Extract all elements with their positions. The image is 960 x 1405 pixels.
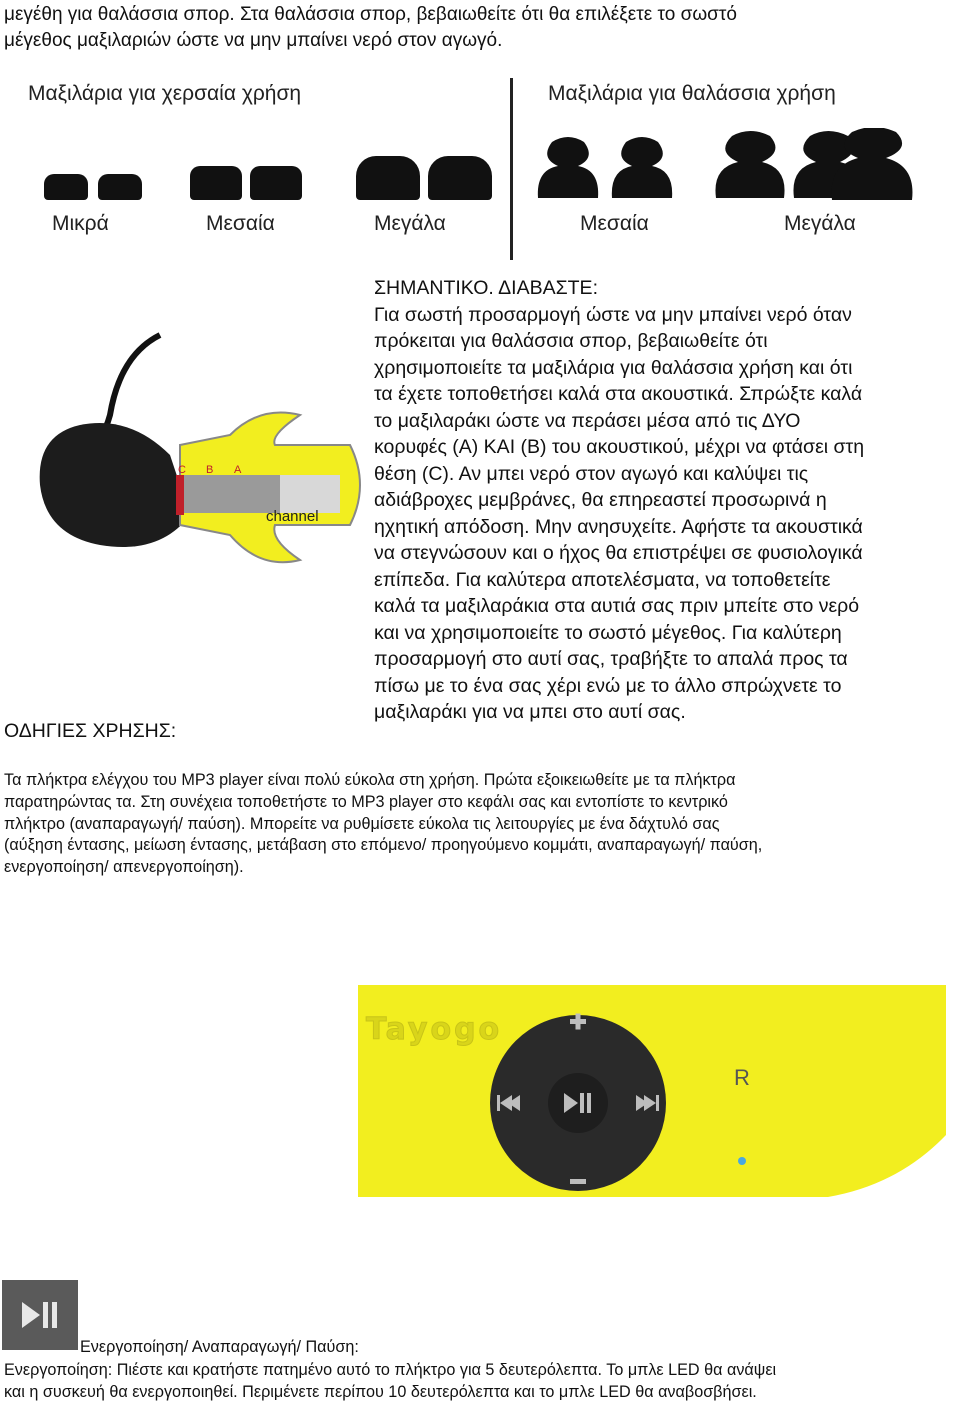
intro-text (4, 2, 954, 54)
important-line: να στεγνώσουν και ο ήχος θα επιστρέψει σε φυσιολογικά (374, 542, 863, 564)
earphone-diagram (20, 325, 376, 625)
controls-line: Τα πλήκτρα ελέγχου του MP3 player είναι πολύ εύκολα στη χρήση. Πρώτα εξοικειωθείτε με τα πλήκτρα (4, 771, 736, 789)
important-line: το μαξιλαράκι ώστε να περάσει μέσα από τις ΔΥΟ (374, 409, 801, 432)
intro-line: μέγεθος μαξιλαριών ώστε να μην μπαίνει νερό στον αγωγό. (4, 30, 503, 51)
important-line: μαξιλαράκι για να μπει στο αυτί σας. (374, 701, 686, 723)
important-line: ηχητική απόδοση. Μην ανησυχείτε. Αφήστε τα ακουστικά (374, 515, 863, 538)
blue-led (738, 1157, 746, 1165)
size-label-medium: Μεσαία (206, 212, 275, 235)
intro-line: μεγέθη για θαλάσσια σπορ. Στα θαλάσσια σπορ, βεβαιωθείτε ότι θα επιλέξετε το σωστό (4, 4, 737, 25)
controls-line: (αύξηση έντασης, μείωση έντασης, μετάβαση στο επόμενο/ προηγούμενο κομμάτι, αναπαραγωγή/ παύση, (4, 836, 763, 855)
r-label: R (734, 1065, 750, 1090)
important-notice (374, 275, 960, 726)
eartip-medium (250, 166, 302, 200)
eartip-medium (190, 166, 242, 200)
important-line: καλά τα μαξιλαράκια στα αυτιά σας πριν μπείτε στο νερό (374, 595, 860, 617)
diagram-channel-label: channel (266, 508, 319, 525)
mp3-player-image (358, 985, 946, 1197)
eartip-small (98, 174, 142, 200)
instructions-heading: ΟΔΗΓΙΕΣ ΧΡΗΣΗΣ: (4, 720, 177, 742)
eartip-small (44, 174, 88, 200)
power-line: και η συσκευή θα ενεργοποιηθεί. Περιμένετε περίπου 10 δευτερόλεπτα και το μπλε LED θα αναβοσβήσει. (4, 1382, 757, 1401)
controls-paragraph (4, 770, 954, 879)
important-line: αδιάβροχες μεμβράνες, θα επηρεαστεί προσωρινά η (374, 489, 827, 511)
important-line: και να χρησιμοποιείτε το σωστό μέγεθος. Για καλύτερη (374, 621, 842, 644)
important-line: πρόκειται για θαλάσσια σπορ, βεβαιωθείτε ότι (374, 330, 768, 352)
diagram-label-c: C (178, 464, 186, 476)
size-label-sea-large: Μεγάλα (784, 212, 856, 235)
important-line: κορυφές (A) ΚΑΙ (B) του ακουστικού, μέχρι να φτάσει στη (374, 436, 865, 458)
size-label-sea-medium: Μεσαία (580, 212, 649, 235)
eartips-figure (0, 78, 932, 300)
power-caption: Ενεργοποίηση/ Αναπαραγωγή/ Παύση: (80, 1338, 359, 1356)
play-pause-icon (2, 1280, 78, 1350)
sea-eartips-image (528, 128, 928, 208)
important-line: Για σωστή προσαρμογή ώστε να μην μπαίνει νερό όταν (374, 303, 852, 326)
important-heading: ΣΗΜΑΝΤΙΚΟ. ΔΙΑΒΑΣΤΕ: (374, 277, 598, 299)
diagram-label-a: A (234, 464, 242, 476)
power-paragraph (4, 1360, 954, 1404)
eartip-large (356, 156, 420, 200)
size-label-large: Μεγάλα (374, 212, 446, 235)
important-line: χρησιμοποιείτε τα μαξιλάρια για θαλάσσια χρήση και ότι (374, 356, 853, 379)
diagram-label-b: B (206, 464, 214, 476)
eartip-large (428, 156, 492, 200)
power-line: Ενεργοποίηση: Πιέστε και κρατήστε πατημένο αυτό το πλήκτρο για 5 δευτερόλεπτα. Το μπλε LED θα ανάψει (4, 1361, 777, 1379)
size-label-small: Μικρά (52, 212, 109, 235)
controls-line: παρατηρώντας τα. Στη συνέχεια τοποθετήστε το MP3 player στο κεφάλι σας και εντοπίστε το κεντρικό (4, 792, 728, 811)
important-line: πίσω με το ένα σας χέρι ενώ με το άλλο σπρώχνετε το (374, 674, 842, 697)
important-line: επίπεδα. Για καλύτερα αποτελέσματα, να τοποθετείτε (374, 568, 831, 591)
controls-line: πλήκτρο (αναπαραγωγή/ παύση). Μπορείτε να ρυθμίσετε εύκολα τις λειτουργίες με ένα δάχτυλό σας (4, 814, 720, 833)
divider (510, 78, 513, 260)
important-line: θέση (C). Αν μπει νερό στον αγωγό και καλύψει τις (374, 462, 809, 485)
controls-line: ενεργοποίηση/ απενεργοποίηση). (4, 858, 244, 877)
land-eartips-title: Μαξιλάρια για χερσαία χρήση (28, 82, 302, 105)
important-line: τα έχετε τοποθετήσει καλά στα ακουστικά. Σπρώξτε καλά (374, 383, 863, 405)
important-line: προσαρμογή στο αυτί σας, τραβήξτε το απαλά προς τα (374, 648, 848, 670)
brand-logo: Tayogo (366, 1012, 503, 1047)
sea-eartips-title: Μαξιλάρια για θαλάσσια χρήση (548, 82, 836, 105)
play-pause-button-image (2, 1280, 78, 1350)
